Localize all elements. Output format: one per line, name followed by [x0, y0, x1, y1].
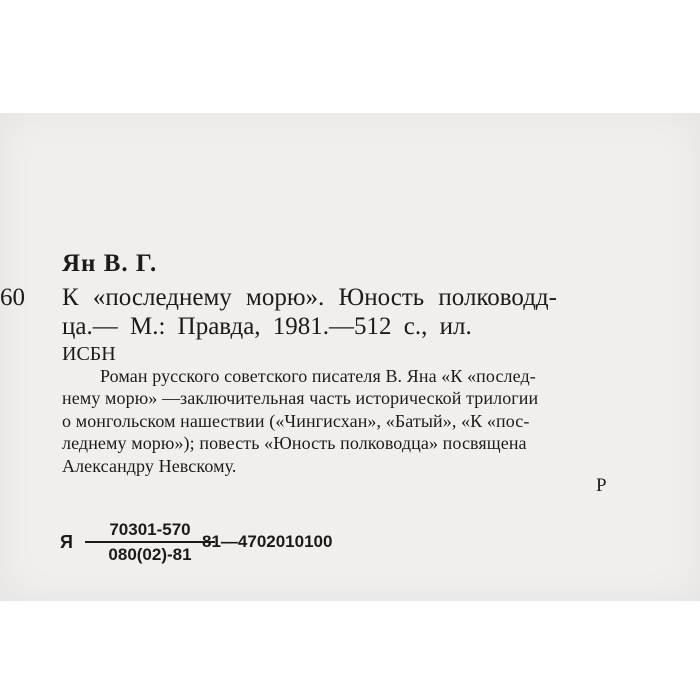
- code-prefix: Я: [60, 532, 73, 552]
- annotation-line-5: Александру Невскому.: [62, 456, 237, 476]
- author-name: Ян В. Г.: [62, 250, 158, 277]
- code-numerator: 70301-570: [109, 520, 191, 539]
- fraction-bar: [85, 541, 215, 543]
- annotation-line-1: Роман русского советского писателя В. Яна «К «послед-: [100, 366, 536, 386]
- title-line-2: ца.— М.: Правда, 1981.—512 с., ил.: [62, 313, 472, 340]
- code-tail: 81—4702010100: [202, 532, 333, 551]
- class-number: 60: [0, 284, 25, 311]
- isbn-label: ИСБН: [62, 343, 116, 365]
- annotation-line-2: нему морю» —заключительная часть исторической трилогии: [62, 388, 539, 408]
- annotation-line-3: о монгольском нашествии («Чингисхан», «Батый», «К «пос-: [62, 411, 530, 431]
- code-denominator: 080(02)-81: [108, 545, 192, 564]
- age-mark: Р: [596, 475, 607, 496]
- annotation-line-4: леднему морю»); повесть «Юность полководца» посвящена: [62, 433, 527, 453]
- title-line-1: К «последнему морю». Юность полководд-: [62, 284, 557, 311]
- code-fraction: [85, 520, 215, 565]
